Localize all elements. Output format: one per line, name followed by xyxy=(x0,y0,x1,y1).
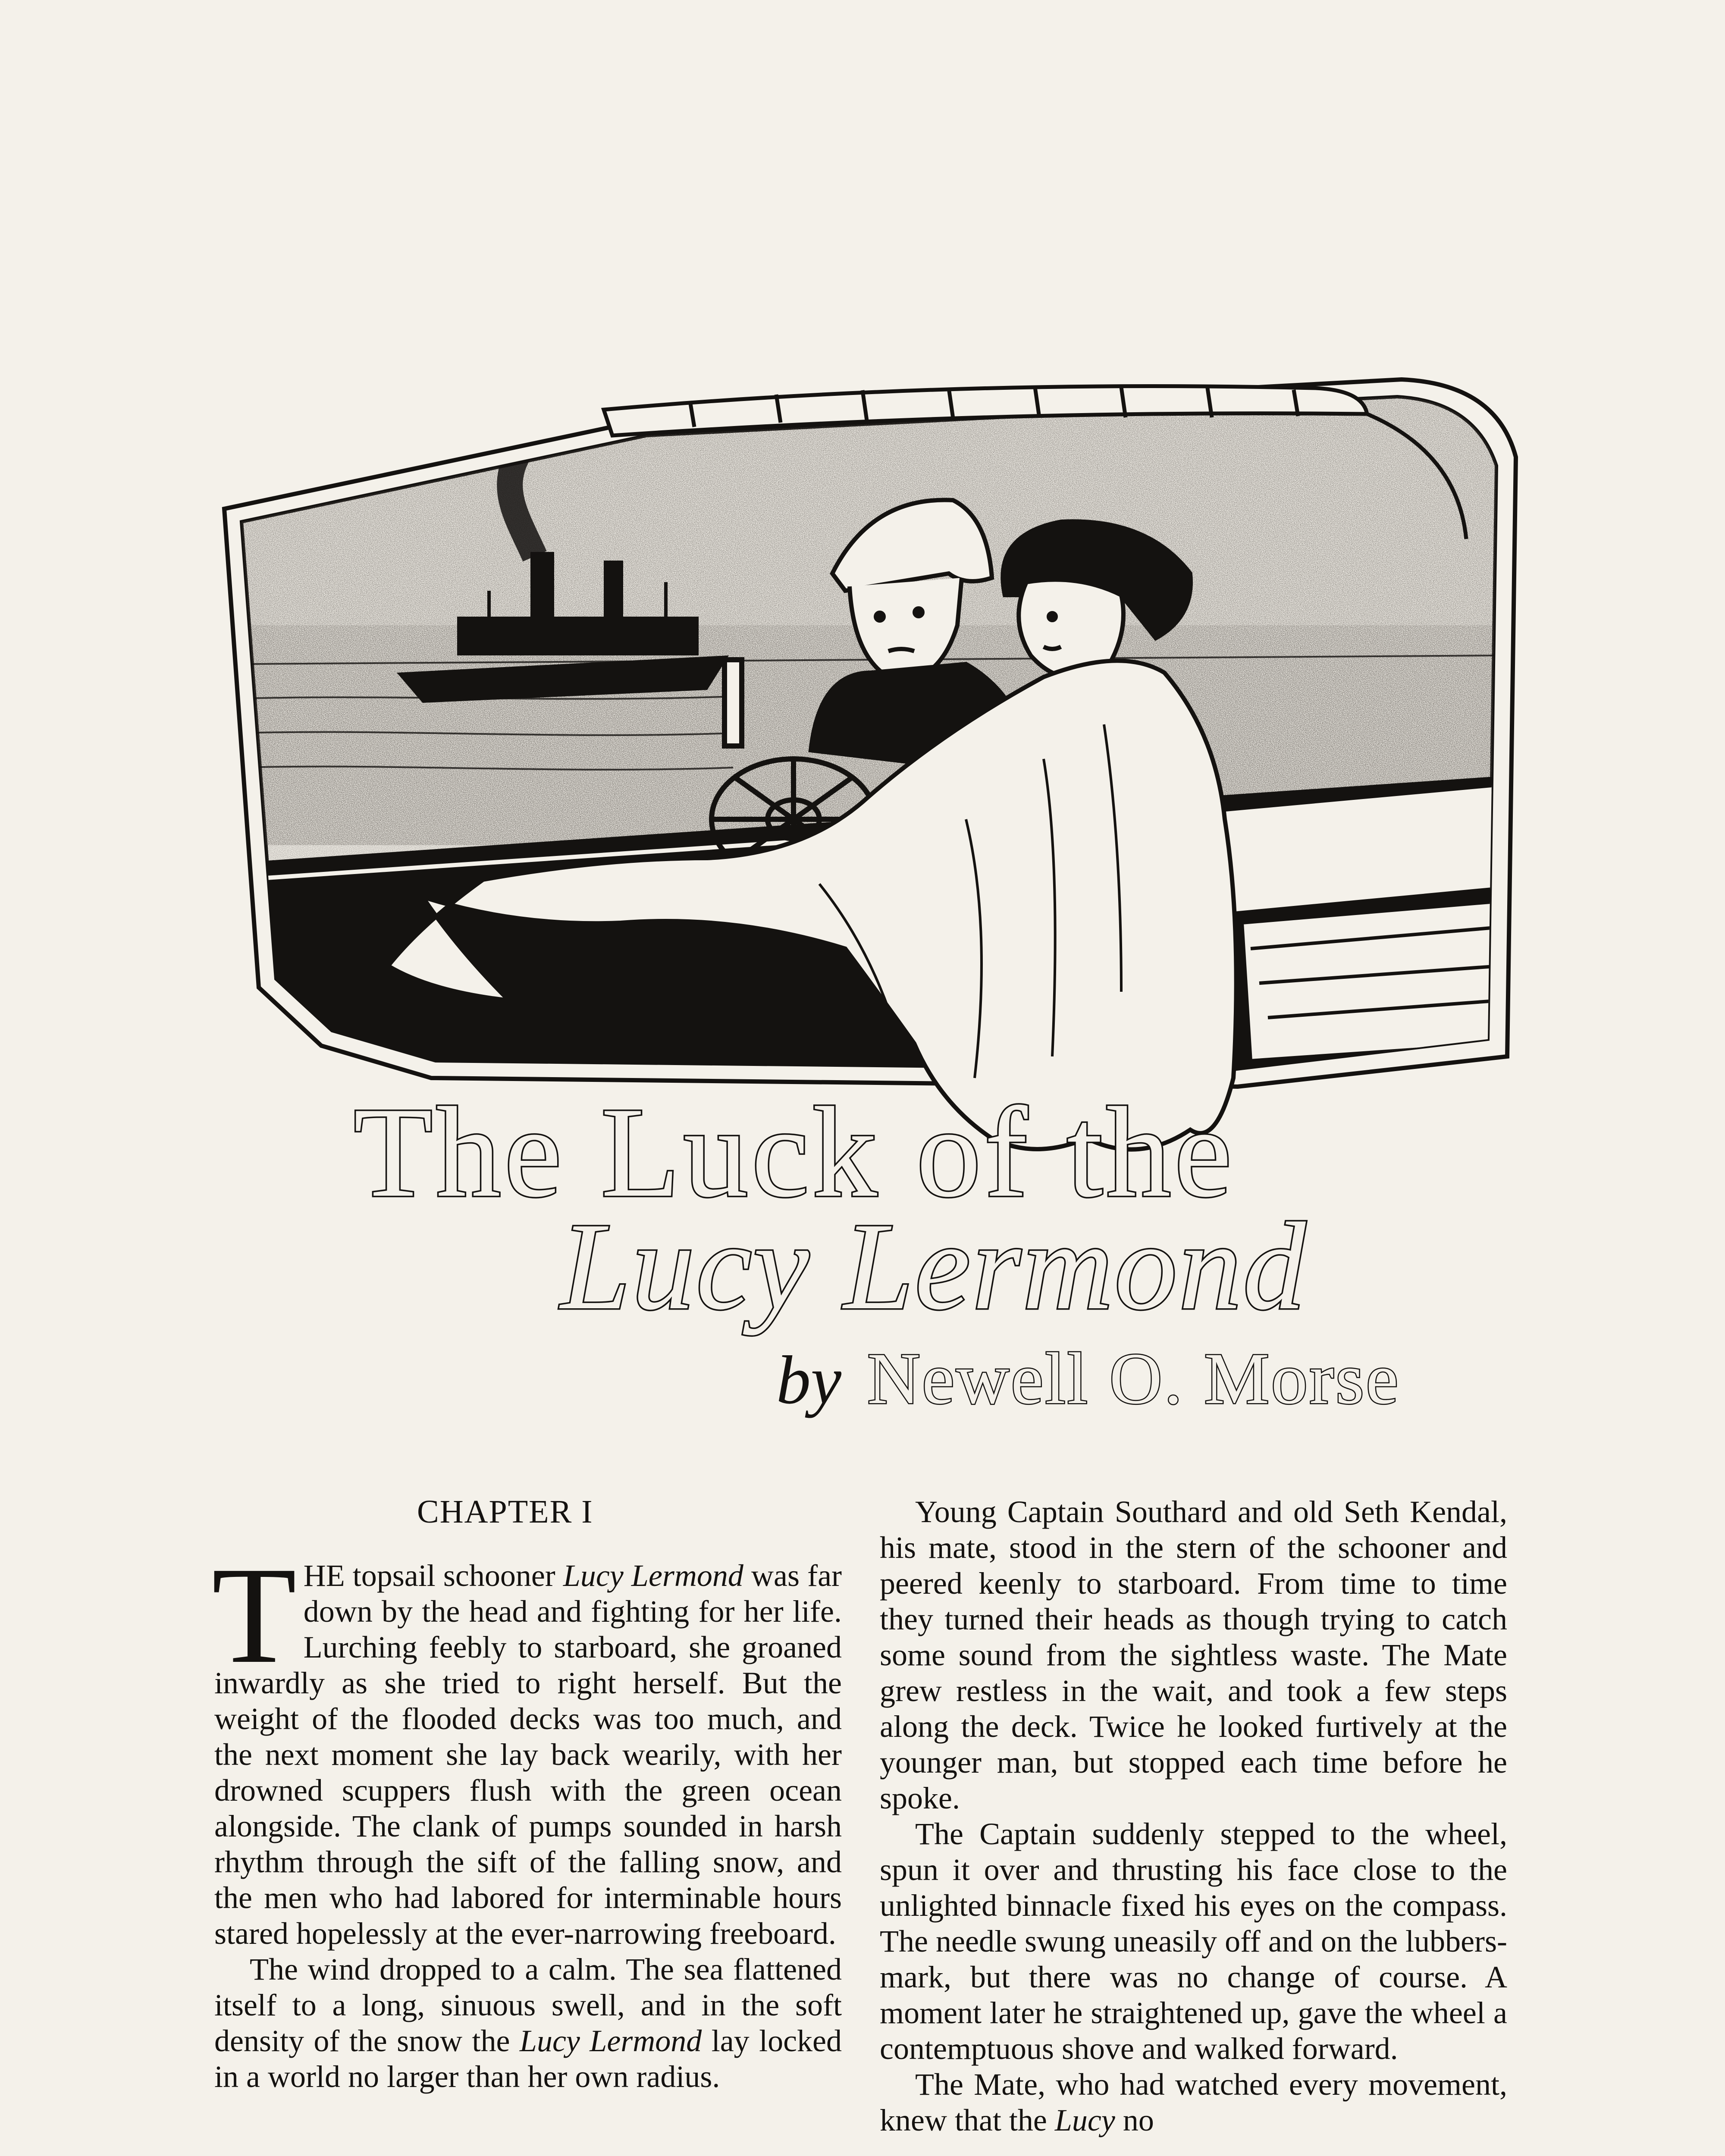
left-paragraph-1 xyxy=(212,1538,842,1952)
title-line-1: The Luck of the xyxy=(354,1081,1236,1224)
byline-author: Newell O. Morse xyxy=(867,1338,1400,1419)
title-line-2: Lucy Lermond xyxy=(561,1197,1308,1335)
byline xyxy=(776,1337,1400,1421)
chapter-heading: CHAPTER I xyxy=(417,1494,593,1530)
right-paragraph-3: The Mate, who had watched every movement, knew that the Lucy no xyxy=(880,2067,1507,2137)
right-paragraph-1: Young Captain Southard and old Seth Kendal, his mate, stood in the stern of the schooner and peered keenly to starboard. From time to time they turned their heads as though trying to catch some sound from the sightless waste. The Mate grew restless in the wait, and took a few steps along the deck. Twice he looked furtively at the younger man, but stopped each time before he spoke. xyxy=(880,1495,1507,1815)
left-paragraph-2: The wind dropped to a calm. The sea flattened itself to a long, sinuous swell, and in the soft density of the snow the Lucy Lermond lay locked in a world no larger than her own radius. xyxy=(214,1952,842,2094)
right-paragraph-2: The Captain suddenly stepped to the wheel, spun it over and thrusting his face close to the unlighted binnacle fixed his eyes on the compass. The needle swung uneasily off and on the lubbers-mark, but there was no change of course. A moment later he straightened up, gave the wheel a contemptuous shove and walked forward. xyxy=(880,1817,1507,2066)
left-paragraph-1-text: HE topsail schooner Lucy Lermond was far down by the head and fighting for her life. Lurching feebly to starboard, she groaned inwardly as she tried to right herself. But the weight of the flooded decks was too much, and the next moment she lay back wearily, with her drowned scuppers flush with the green ocean alongside. The clank of pumps sounded in harsh rhythm through the sift of the falling snow, and the men who had labored for interminable hours stared hopelessly at the ever-narrowing freeboard. xyxy=(214,1558,842,1951)
left-column xyxy=(214,1494,842,2095)
byline-by: by xyxy=(776,1341,842,1418)
drop-cap: T xyxy=(212,1538,297,1692)
right-column xyxy=(880,1494,1507,2138)
